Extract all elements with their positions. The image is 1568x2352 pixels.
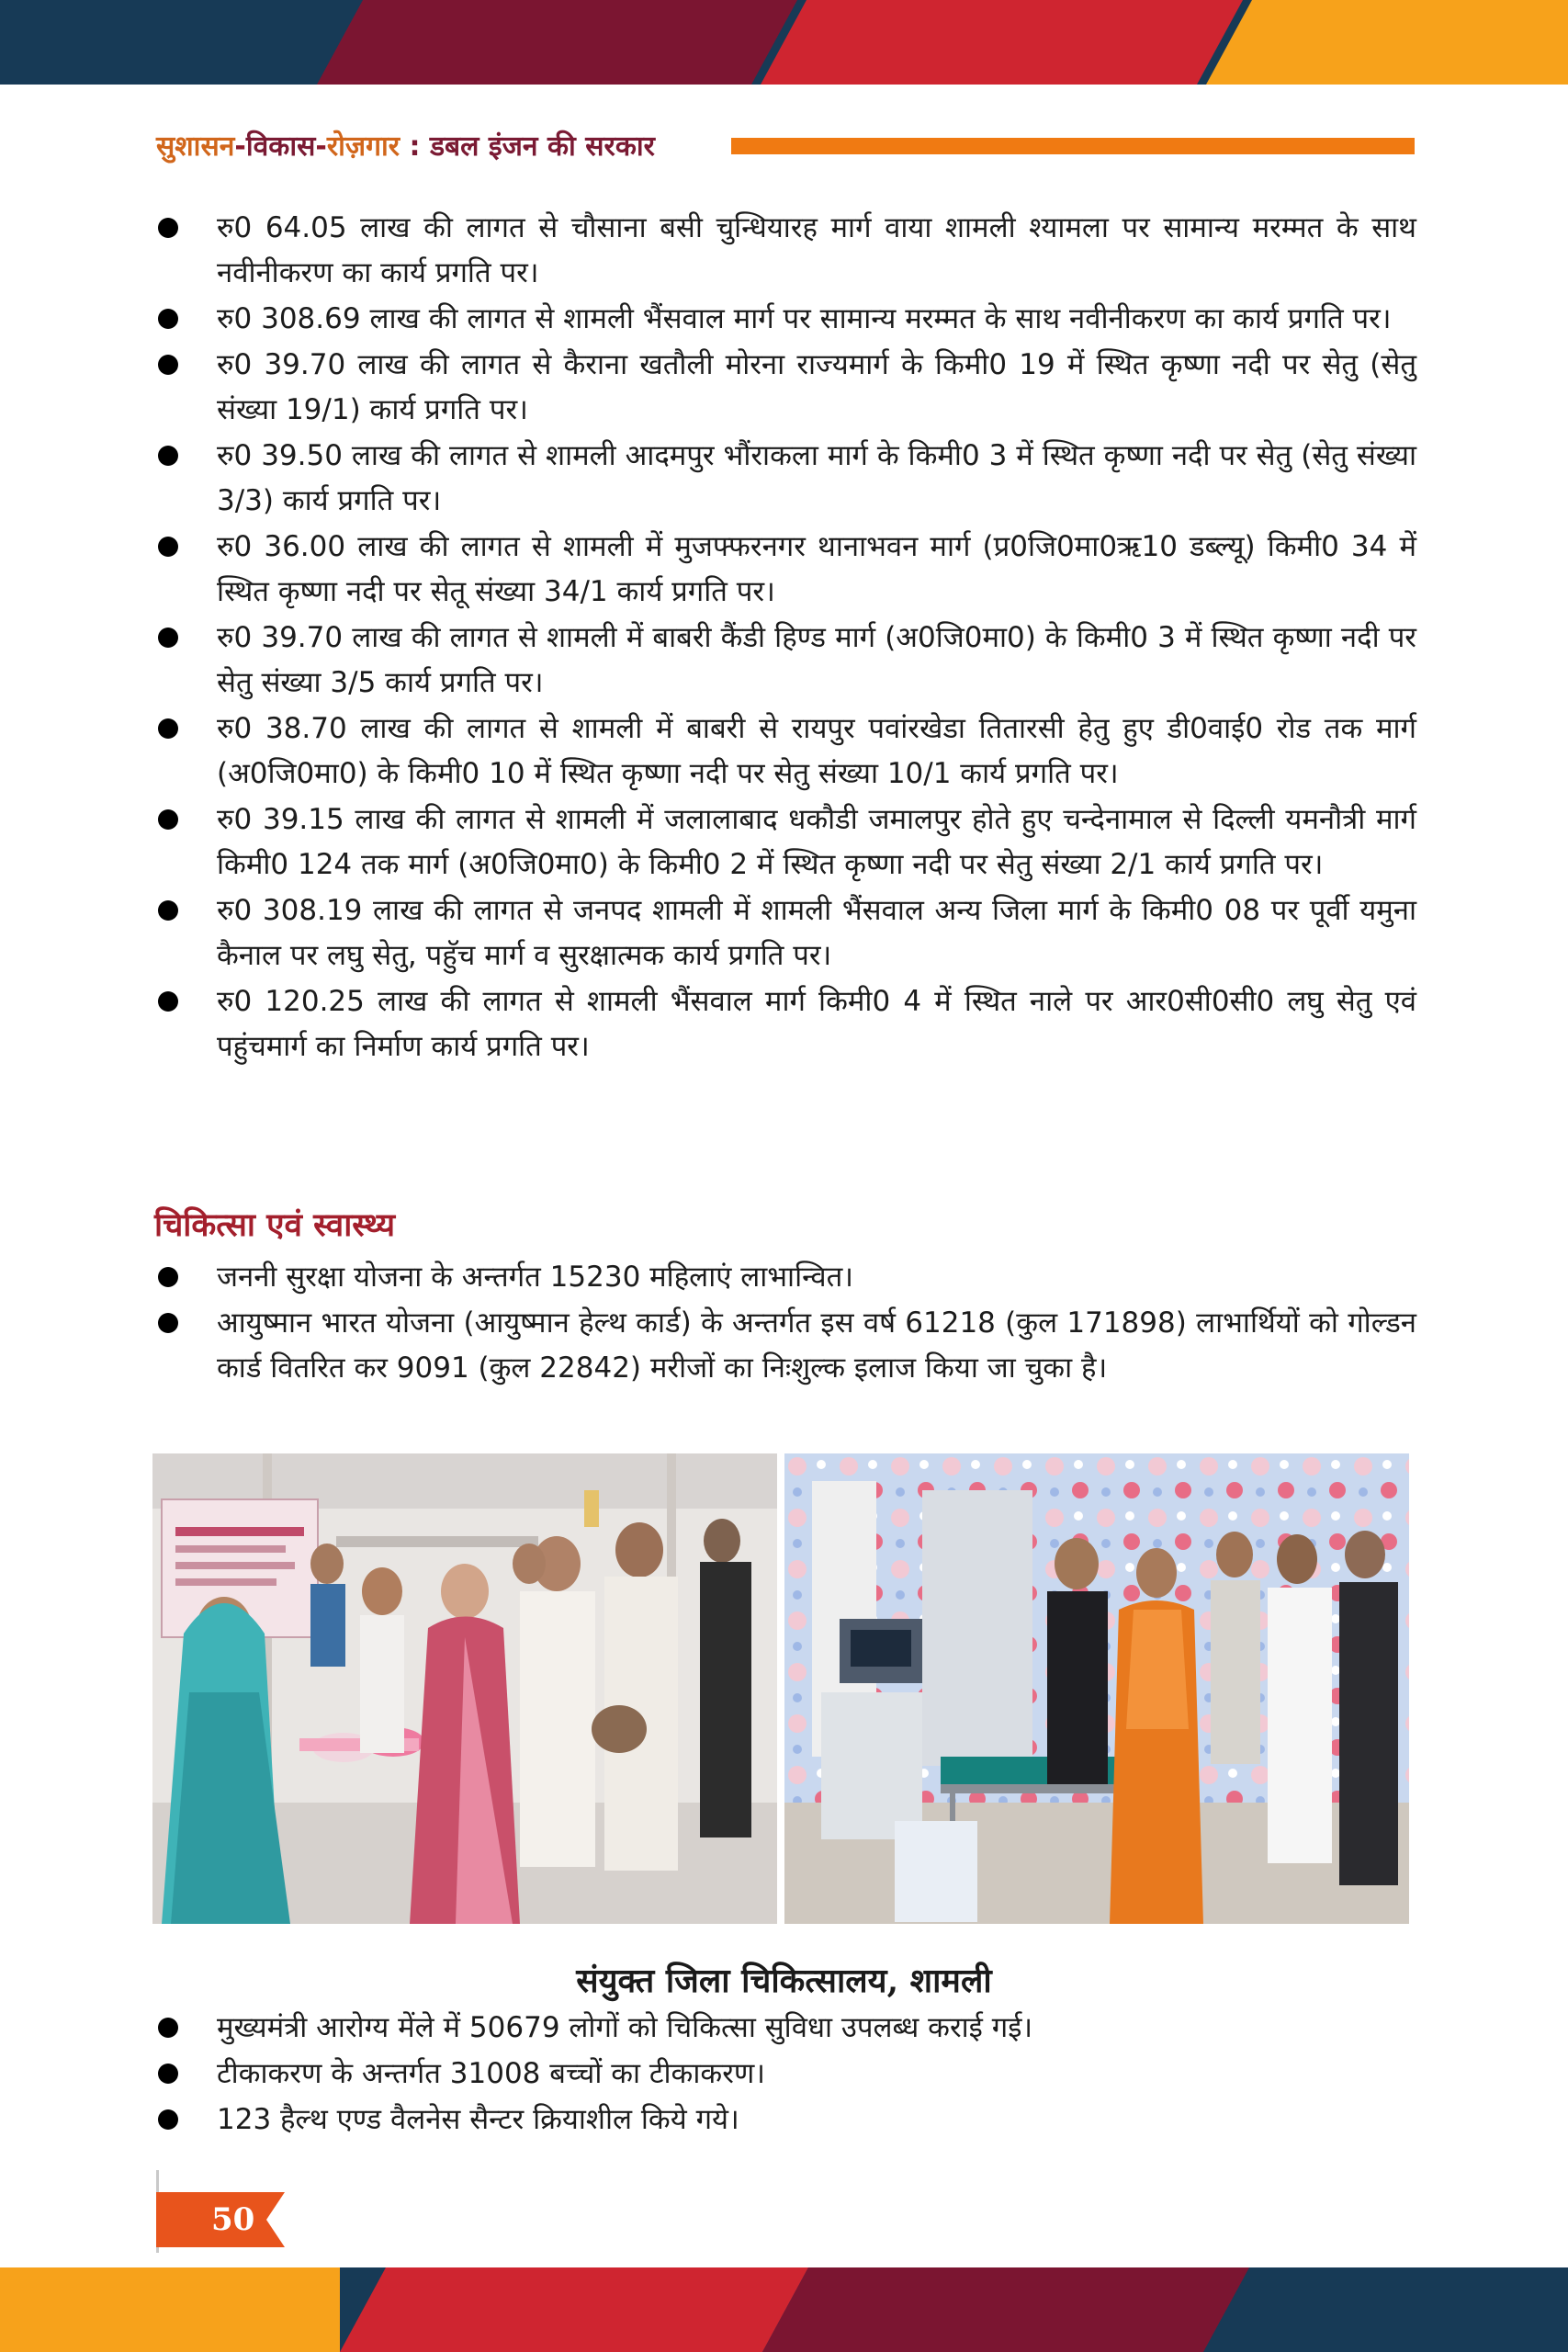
list-item-text: 123 हैल्थ एण्ड वैलनेस सैन्टर क्रियाशील किये गये। bbox=[217, 2103, 739, 2136]
infrastructure-item bbox=[154, 343, 1416, 433]
hospital-visit-photo-right bbox=[784, 1453, 1409, 1924]
header-title-part: सुशासन bbox=[156, 130, 235, 163]
bullet-icon bbox=[158, 718, 178, 739]
list-item-text: रु0 36.00 लाख की लागत से शामली में मुजफ्फरनगर थानाभवन मार्ग (प्र0जि0मा0ऋ10 डब्ल्यू) किमी0 34 में स्थित कृष्णा नदी पर सेतू संख्या 34/1 कार्य प्रगति पर। bbox=[217, 530, 1416, 608]
infrastructure-item bbox=[154, 206, 1416, 296]
list-item-text: जननी सुरक्षा योजना के अन्तर्गत 15230 महिलाएं लाभान्वित। bbox=[217, 1261, 854, 1294]
list-item-text: रु0 39.15 लाख की लागत से शामली में जलालाबाद धकौडी जमालपुर होते हुए चन्देनामाल से दिल्ली यमनौत्री मार्ग किमी0 124 तक मार्ग (अ0जि0मा0) के किमी0 2 में स्थित कृष्णा नदी पर सेतु संख्या 2/1 कार्य प्रगति पर। bbox=[217, 803, 1416, 881]
health-stats-list bbox=[154, 2006, 1416, 2143]
health-stat-item bbox=[154, 2006, 1416, 2051]
list-item-text: रु0 64.05 लाख की लागत से चौसाना बसी चुन्धियारह मार्ग वाया शामली श्यामला पर सामान्य मरम्मत के साथ नवीनीकरण का कार्य प्रगति पर। bbox=[217, 211, 1416, 289]
bullet-icon bbox=[158, 355, 178, 375]
infrastructure-item bbox=[154, 707, 1416, 797]
bottom-color-band bbox=[0, 2267, 1568, 2352]
photo-caption: संयुक्त जिला चिकित्सालय, शामली bbox=[576, 1962, 992, 2000]
bullet-icon bbox=[158, 2064, 178, 2084]
bullet-icon bbox=[158, 809, 178, 830]
health-list bbox=[154, 1255, 1416, 1392]
list-item-text: रु0 39.70 लाख की लागत से कैराना खतौली मोरना राज्यमार्ग के किमी0 19 में स्थित कृष्णा नदी पर सेतु (सेतु संख्या 19/1) कार्य प्रगति पर। bbox=[217, 348, 1416, 426]
bullet-icon bbox=[158, 309, 178, 329]
infrastructure-item bbox=[154, 616, 1416, 706]
infrastructure-item bbox=[154, 888, 1416, 978]
health-stat-item bbox=[154, 2052, 1416, 2097]
bullet-icon bbox=[158, 537, 178, 557]
list-item-text: रु0 39.50 लाख की लागत से शामली आदमपुर भौंराकला मार्ग के किमी0 3 में स्थित कृष्णा नदी पर सेतु (सेतु संख्या 3/3) कार्य प्रगति पर। bbox=[217, 439, 1416, 517]
bullet-icon bbox=[158, 628, 178, 648]
hospital-visit-photo-left bbox=[152, 1453, 777, 1924]
page-number-tab bbox=[156, 2192, 285, 2247]
bullet-icon bbox=[158, 1267, 178, 1287]
bullet-icon bbox=[158, 991, 178, 1012]
page-number: 50 bbox=[211, 2201, 255, 2238]
list-item-text: रु0 308.19 लाख की लागत से जनपद शामली में शामली भैंसवाल अन्य जिला मार्ग के किमी0 08 पर पूर्वी यमुना कैनाल पर लघु सेतु, पहुॅच मार्ग व सुरक्षात्मक कार्य प्रगति पर। bbox=[217, 894, 1416, 972]
infrastructure-item bbox=[154, 434, 1416, 524]
infrastructure-item bbox=[154, 979, 1416, 1069]
list-item-text: टीकाकरण के अन्तर्गत 31008 बच्चों का टीकाकरण। bbox=[217, 2057, 766, 2090]
header-title bbox=[156, 127, 655, 167]
bullet-icon bbox=[158, 218, 178, 238]
bullet-icon bbox=[158, 1313, 178, 1333]
top-color-band bbox=[0, 0, 1568, 85]
health-item bbox=[154, 1255, 1416, 1300]
list-item-text: मुख्यमंत्री आरोग्य मेंले में 50679 लोगों को चिकित्सा सुविधा उपलब्ध कराई गई। bbox=[217, 2011, 1033, 2044]
list-item-text: रु0 39.70 लाख की लागत से शामली में बाबरी कैंडी हिण्ड मार्ग (अ0जि0मा0) के किमी0 3 में स्थित कृष्णा नदी पर सेतु संख्या 3/5 कार्य प्रगति पर। bbox=[217, 621, 1416, 699]
list-item-text: रु0 308.69 लाख की लागत से शामली भैंसवाल मार्ग पर सामान्य मरम्मत के साथ नवीनीकरण का कार्य प्रगति पर। bbox=[217, 302, 1392, 335]
infrastructure-item bbox=[154, 797, 1416, 888]
list-item-text: रु0 120.25 लाख की लागत से शामली भैंसवाल मार्ग किमी0 4 में स्थित नाले पर आर0सी0सी0 लघु सेतु एवं पहुंचमार्ग का निर्माण कार्य प्रगति पर। bbox=[217, 985, 1416, 1063]
header-title-part: : डबल इंजन की सरकार bbox=[400, 130, 655, 163]
running-header bbox=[156, 127, 1415, 167]
list-item-text: आयुष्मान भारत योजना (आयुष्मान हेल्थ कार्ड) के अन्तर्गत इस वर्ष 61218 (कुल 171898) लाभार्थियों को गोल्डन कार्ड वितरित कर 9091 (कुल 22842) मरीजों का निःशुल्क इलाज किया जा चुका है। bbox=[217, 1306, 1416, 1385]
health-stat-item bbox=[154, 2098, 1416, 2143]
bullet-icon bbox=[158, 900, 178, 921]
infrastructure-item bbox=[154, 525, 1416, 615]
header-title-part: विकास bbox=[245, 130, 316, 163]
section-heading: चिकित्सा एवं स्वास्थ्य bbox=[154, 1207, 396, 1244]
health-item bbox=[154, 1301, 1416, 1391]
bullet-icon bbox=[158, 446, 178, 466]
header-title-part: - bbox=[234, 130, 246, 163]
header-rule bbox=[731, 138, 1415, 154]
bullet-icon bbox=[158, 2018, 178, 2038]
header-title-part: रोज़गार bbox=[326, 130, 400, 163]
infrastructure-list bbox=[154, 206, 1416, 1070]
header-title-part: - bbox=[315, 130, 327, 163]
list-item-text: रु0 38.70 लाख की लागत से शामली में बाबरी से रायपुर पवांरखेडा तितारसी हेतु हुए डी0वाई0 रोड तक मार्ग (अ0जि0मा0) के किमी0 10 में स्थित कृष्णा नदी पर सेतु संख्या 10/1 कार्य प्रगति पर। bbox=[217, 712, 1416, 790]
bullet-icon bbox=[158, 2109, 178, 2130]
infrastructure-item bbox=[154, 297, 1416, 342]
